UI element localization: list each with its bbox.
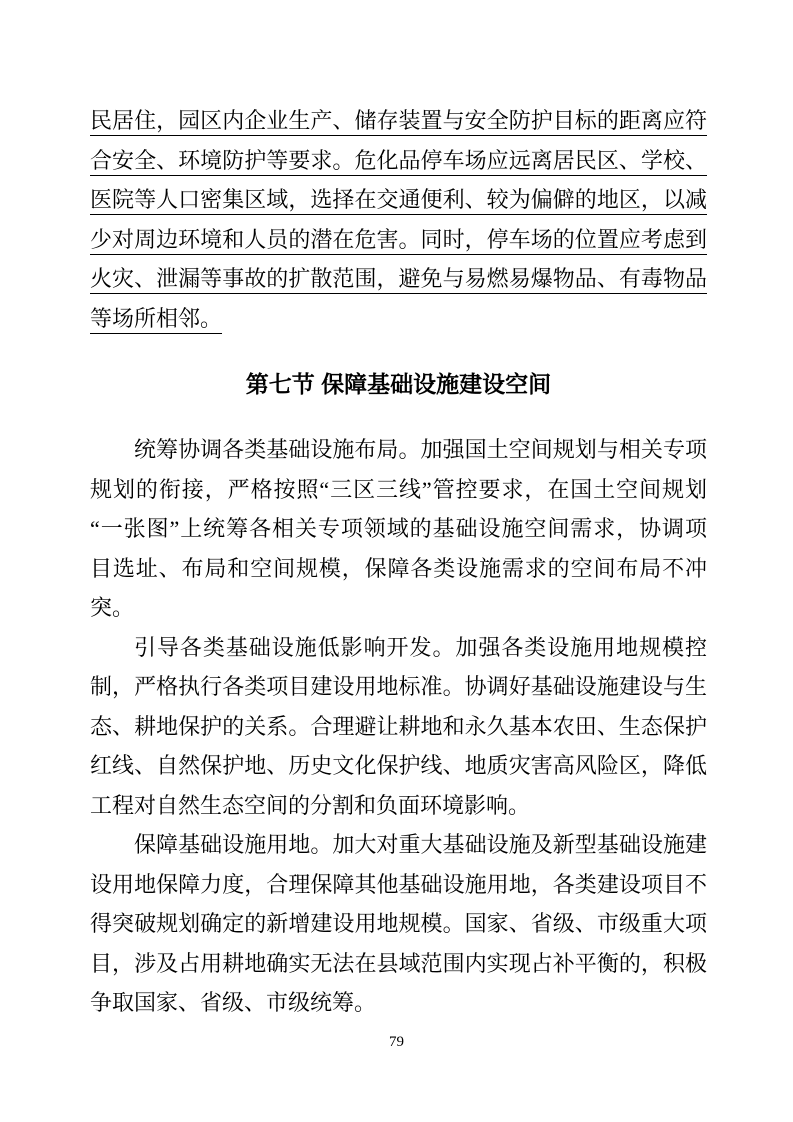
section-heading: 第七节 保障基础设施建设空间 [245, 371, 552, 397]
paragraph-line: 合安全、环境防护等要求。危化品停车场应远离居民区、学校、 [90, 147, 707, 173]
body-paragraph [90, 628, 707, 826]
paragraph-line: 工程对自然生态空间的分割和负面环境影响。 [90, 792, 531, 818]
paragraph-line: 态、耕地保护的关系。合理避让耕地和永久基本农田、生态保护 [90, 713, 707, 739]
paragraph-line: “一张图”上统筹各相关专项领域的基础设施空间需求，协调项 [90, 516, 707, 541]
paragraph-line: 民居住，园区内企业生产、储存装置与安全防护目标的距离应符 [90, 108, 707, 133]
paragraph-line: 设用地保障力度，合理保障其他基础设施用地，各类建设项目不 [90, 871, 707, 897]
paragraph-line: 制，严格执行各类项目建设用地标准。协调好基础设施建设与生 [90, 674, 707, 699]
page-number: 79 [389, 1034, 404, 1050]
paragraph-line: 目，涉及占用耕地确实无法在县域范围内实现占补平衡的，积极 [90, 950, 707, 976]
body-paragraph [90, 825, 707, 1023]
paragraph-line: 目选址、布局和空间规模，保障各类设施需求的空间布局不冲 [90, 555, 707, 581]
paragraph-line: 规划的衔接，严格按照“三区三线”管控要求，在国土空间规划 [90, 476, 708, 502]
paragraph-line: 火灾、泄漏等事故的扩散范围，避免与易燃易爆物品、有毒物品 [90, 266, 707, 291]
page-content [90, 101, 707, 1023]
body-paragraph [90, 430, 707, 628]
paragraph-line: 少对周边环境和人员的潜在危害。同时，停车场的位置应考虑到 [90, 226, 707, 252]
paragraph-line: 引导各类基础设施低影响开发。加强各类设施用地规模控 [134, 634, 707, 660]
paragraph-line: 红线、自然保护地、历史文化保护线、地质灾害高风险区，降低 [90, 753, 707, 778]
continued-underlined-paragraph [90, 101, 707, 338]
paragraph-line: 突。 [90, 595, 135, 620]
paragraph-line: 保障基础设施用地。加大对重大基础设施及新型基础设施建 [134, 832, 707, 857]
paragraph-line: 争取国家、省级、市级统筹。 [90, 990, 377, 1015]
paragraph-line: 医院等人口密集区域，选择在交通便利、较为偏僻的地区，以减 [90, 187, 707, 212]
paragraph-line: 得突破规划确定的新增建设用地规模。国家、省级、市级重大项 [90, 911, 707, 936]
paragraph-line: 等场所相邻。 [90, 305, 223, 331]
paragraph-line: 统筹协调各类基础设施布局。加强国土空间规划与相关专项 [134, 437, 707, 462]
